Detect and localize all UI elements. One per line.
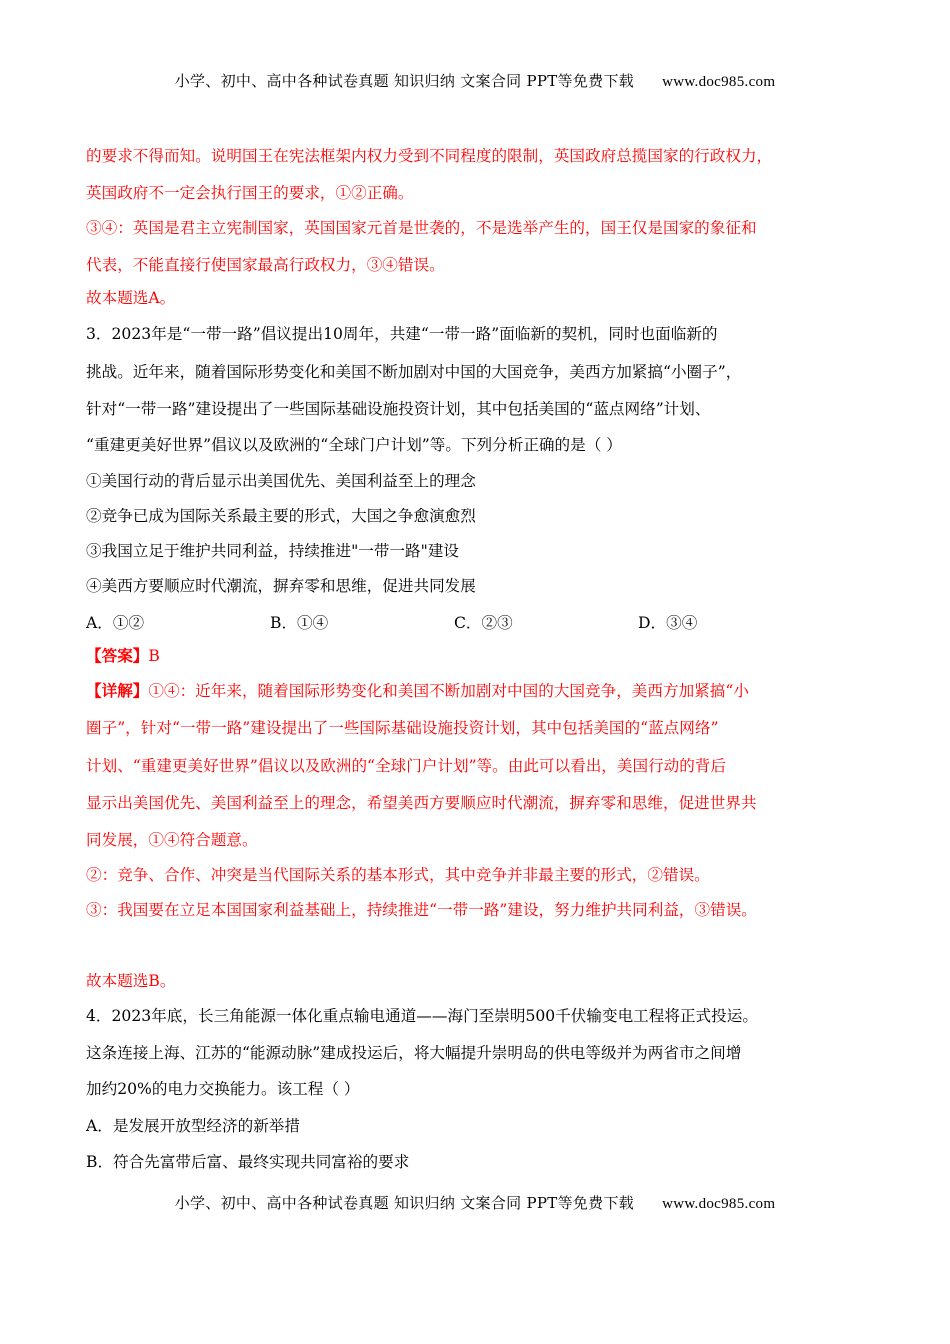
detail-text: ①④：近年来，随着国际形势变化和美国不断加剧对中国的大国竞争，美西方加紧搞“小 (148, 682, 749, 700)
q3-detail-line: ③：我国要在立足本国国家利益基础上，持续推进“一带一路”建设，努力维护共同利益，③错误。 (86, 901, 757, 919)
page-header (0, 70, 950, 91)
q3-statement-3: ③我国立足于维护共同利益，持续推进"一带一路"建设 (86, 542, 460, 560)
q3-stem-line: 针对“一带一路”建设提出了一些国际基础设施投资计划，其中包括美国的“蓝点网络”计划、 (86, 400, 711, 418)
q3-detail-line: 圈子”，针对“一带一路”建设提出了一些国际基础设施投资计划，其中包括美国的“蓝点网络” (86, 719, 719, 737)
footer-text: 小学、初中、高中各种试卷真题 知识归纳 文案合同 PPT等免费下载 (174, 1194, 635, 1212)
q3-detail-line: 显示出美国优先、美国利益至上的理念，希望美西方要顺应时代潮流，摒弃零和思维，促进世界共 (86, 794, 757, 812)
q3-stem-line: 挑战。近年来，随着国际形势变化和美国不断加剧对中国的大国竞争，美西方加紧搞“小圈子”， (86, 363, 742, 381)
q3-detail-line (86, 680, 749, 702)
q3-option-c: C．②③ (454, 614, 513, 632)
q3-conclusion: 故本题选B。 (86, 972, 176, 990)
q4-option-a: A．是发展开放型经济的新举措 (86, 1117, 300, 1135)
q3-detail-line: 计划、“重建更美好世界”倡议以及欧洲的“全球门户计划”等。由此可以看出，美国行动的背后 (86, 757, 727, 775)
q4-stem-line: 加约20%的电力交换能力。该工程（ ） (86, 1080, 360, 1098)
q3-option-a: A．①② (86, 614, 145, 632)
footer-url[interactable]: www.doc985.com (662, 1196, 776, 1212)
q3-statement-1: ①美国行动的背后显示出美国优先、美国利益至上的理念 (86, 472, 476, 490)
q3-detail-line: 同发展，①④符合题意。 (86, 831, 258, 849)
q3-answer (86, 645, 160, 667)
q3-stem-line: 3．2023年是“一带一路”倡议提出10周年，共建“一带一路”面临新的契机，同时也面临新的 (86, 325, 718, 343)
prev-analysis-line: ③④：英国是君主立宪制国家，英国国家元首是世袭的，不是选举产生的，国王仅是国家的象征和 (86, 219, 757, 237)
prev-conclusion: 故本题选A。 (86, 289, 176, 307)
prev-analysis-line: 英国政府不一定会执行国王的要求，①②正确。 (86, 184, 414, 202)
q4-stem-line: 4．2023年底，长三角能源一体化重点输电通道——海门至崇明500千伏输变电工程将正式投运。 (86, 1007, 758, 1025)
prev-analysis-line: 代表，不能直接行使国家最高行政权力，③④错误。 (86, 256, 445, 274)
page-footer (0, 1192, 950, 1213)
q3-stem-line: “重建更美好世界”倡议以及欧洲的“全球门户计划”等。下列分析正确的是（ ） (86, 436, 622, 454)
header-text: 小学、初中、高中各种试卷真题 知识归纳 文案合同 PPT等免费下载 (174, 72, 635, 90)
q3-statement-2: ②竞争已成为国际关系最主要的形式，大国之争愈演愈烈 (86, 507, 476, 525)
answer-value: B (148, 647, 160, 665)
answer-label: 【答案】 (86, 646, 149, 665)
header-url[interactable]: www.doc985.com (662, 74, 776, 90)
q3-detail-line: ②：竞争、合作、冲突是当代国际关系的基本形式，其中竞争并非最主要的形式，②错误。 (86, 866, 710, 884)
detail-label: 【详解】 (86, 681, 149, 700)
q4-stem-line: 这条连接上海、江苏的“能源动脉”建成投运后，将大幅提升崇明岛的供电等级并为两省市之间增 (86, 1044, 742, 1062)
prev-analysis-line: 的要求不得而知。说明国王在宪法框架内权力受到不同程度的限制，英国政府总揽国家的行政权力， (86, 147, 773, 165)
q3-option-b: B．①④ (270, 614, 329, 632)
q3-option-d: D．③④ (638, 614, 698, 632)
q3-statement-4: ④美西方要顺应时代潮流，摒弃零和思维，促进共同发展 (86, 577, 476, 595)
q4-option-b: B．符合先富带后富、最终实现共同富裕的要求 (86, 1153, 410, 1171)
